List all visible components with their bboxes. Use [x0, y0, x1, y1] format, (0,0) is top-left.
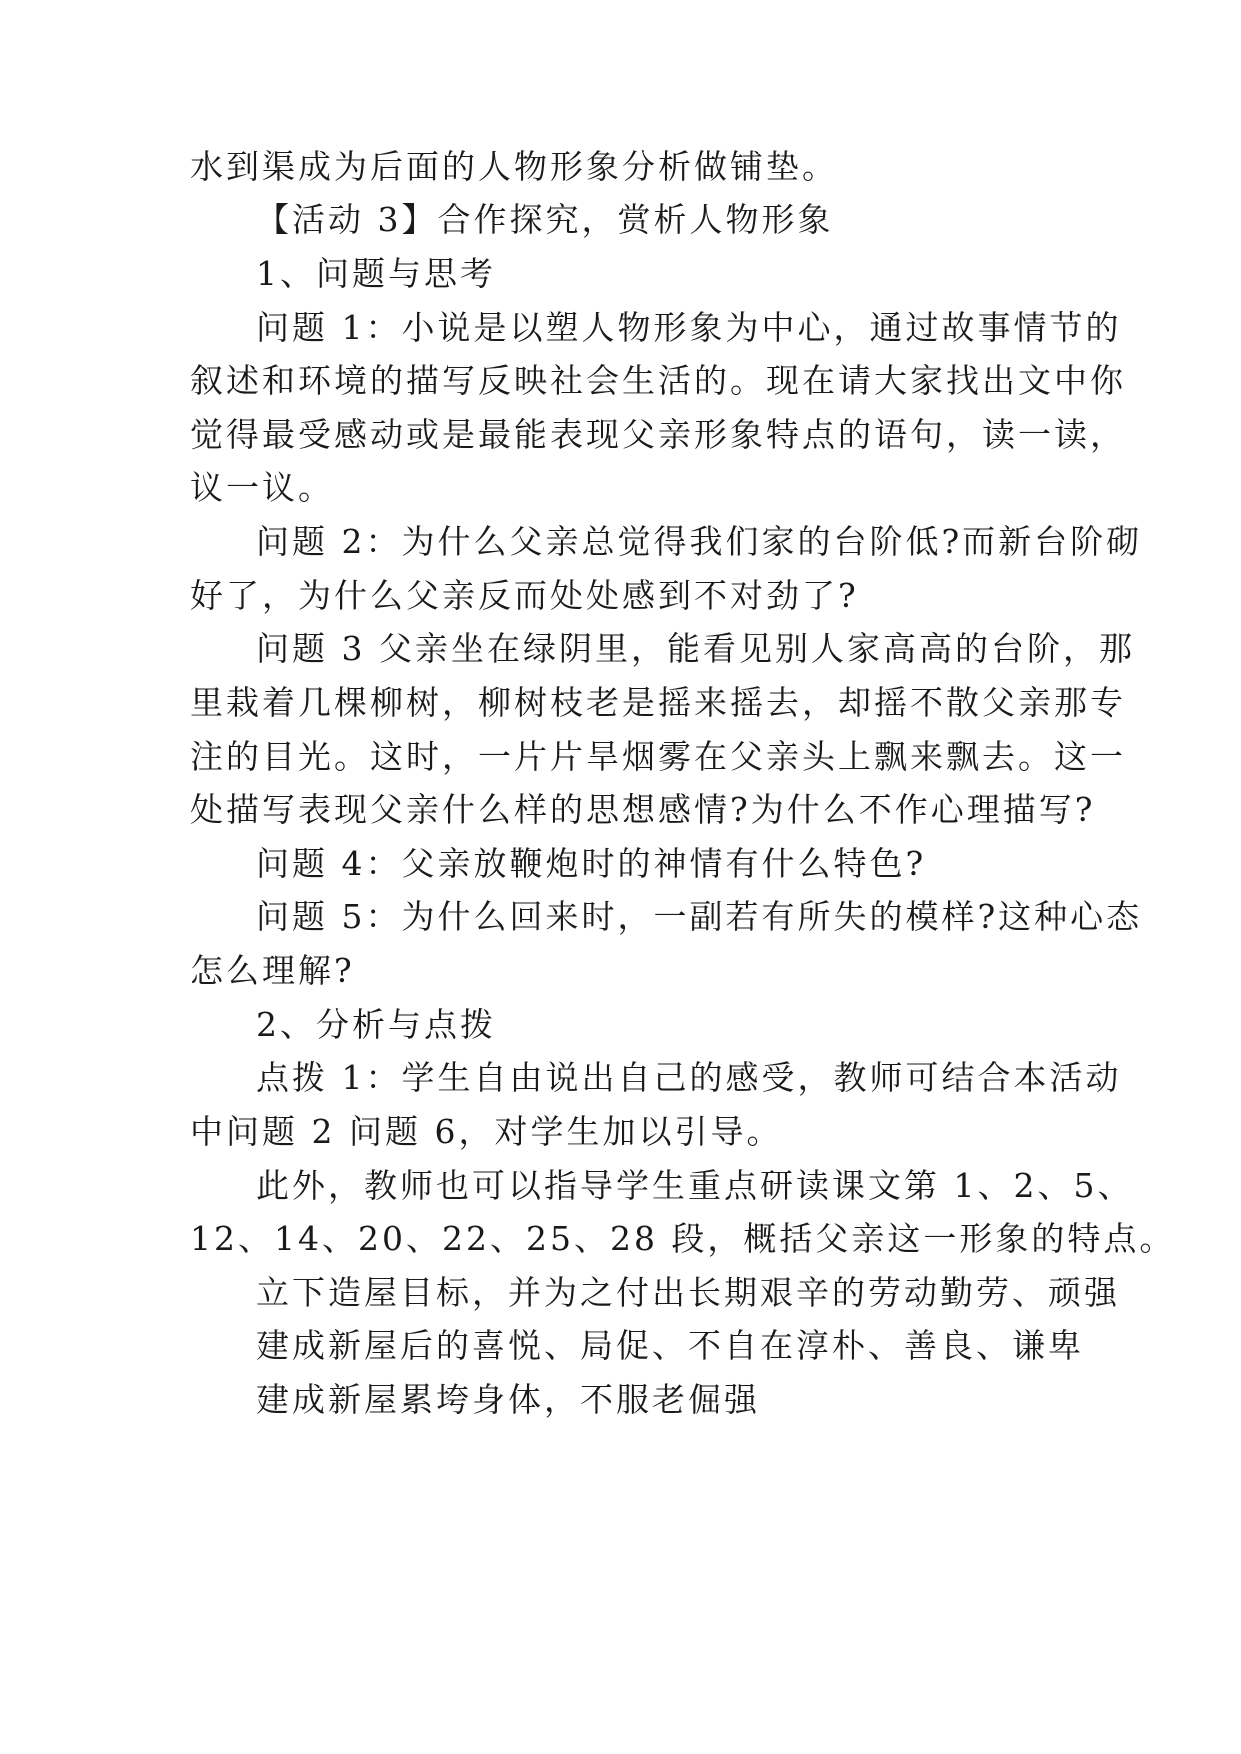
- text-line: 问题 3 父亲坐在绿阴里，能看见别人家高高的台阶，那: [256, 629, 1135, 668]
- text-line: 怎么理解?: [190, 951, 355, 990]
- subsection-heading: 2、分析与点拨: [256, 1005, 496, 1044]
- text-line: 问题 2：为什么父亲总觉得我们家的台阶低?而新台阶砌: [256, 522, 1143, 561]
- text-line: 里栽着几棵柳树，柳树枝老是摇来摇去，却摇不散父亲那专: [190, 683, 1126, 722]
- text-line: 问题 1：小说是以塑人物形象为中心，通过故事情节的: [256, 308, 1122, 347]
- text-line: 此外，教师也可以指导学生重点研读课文第 1、2、5、: [256, 1166, 1134, 1205]
- text-line: 水到渠成为后面的人物形象分析做铺垫。: [190, 147, 838, 186]
- text-line: 立下造屋目标，并为之付出长期艰辛的劳动勤劳、顽强: [256, 1273, 1120, 1312]
- text-line: 觉得最受感动或是最能表现父亲形象特点的语句，读一读，: [190, 415, 1126, 454]
- text-line: 建成新屋累垮身体，不服老倔强: [256, 1380, 760, 1419]
- text-line: 点拨 1：学生自由说出自己的感受，教师可结合本活动: [256, 1058, 1122, 1097]
- text-line: 建成新屋后的喜悦、局促、不自在淳朴、善良、谦卑: [256, 1326, 1084, 1365]
- text-line: 好了，为什么父亲反而处处感到不对劲了?: [190, 576, 859, 615]
- text-line: 叙述和环境的描写反映社会生活的。现在请大家找出文中你: [190, 361, 1126, 400]
- text-line: 问题 5：为什么回来时，一副若有所失的模样?这种心态: [256, 897, 1143, 936]
- text-line: 中问题 2 问题 6，对学生加以引导。: [190, 1112, 783, 1151]
- section-heading: 【活动 3】合作探究，赏析人物形象: [256, 200, 834, 239]
- text-line: 处描写表现父亲什么样的思想感情?为什么不作心理描写?: [190, 790, 1096, 829]
- text-line: 议一议。: [190, 468, 334, 507]
- text-line: 问题 4：父亲放鞭炮时的神情有什么特色?: [256, 844, 927, 883]
- text-line: 12、14、20、22、25、28 段，概括父亲这一形象的特点。: [190, 1219, 1176, 1258]
- subsection-heading: 1、问题与思考: [256, 254, 496, 293]
- text-line: 注的目光。这时，一片片旱烟雾在父亲头上飘来飘去。这一: [190, 737, 1126, 776]
